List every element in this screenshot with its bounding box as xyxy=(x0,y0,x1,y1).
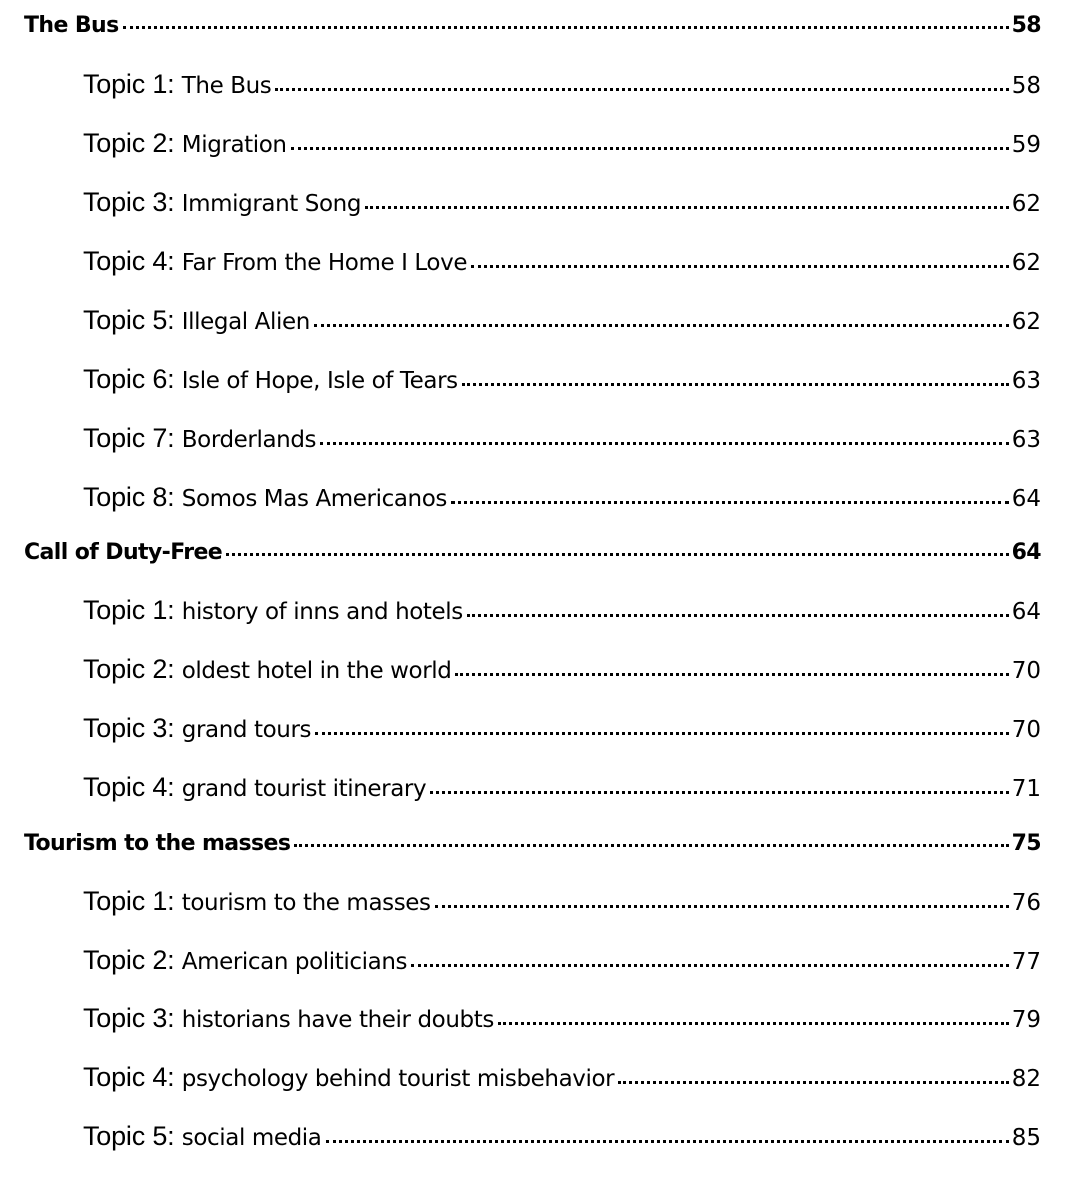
dot-leader xyxy=(365,195,1009,211)
topic-number: Topic 2 xyxy=(83,945,168,975)
toc-topic-entry[interactable] xyxy=(83,886,1041,917)
dot-leader xyxy=(462,372,1009,388)
page-number: 64 xyxy=(1011,486,1041,512)
topic-colon: : xyxy=(167,772,182,802)
toc-topic-entry[interactable] xyxy=(83,654,1041,685)
page-number: 62 xyxy=(1011,191,1041,217)
topic-title: Somos Mas Americanos xyxy=(181,486,447,512)
topic-number: Topic 3 xyxy=(83,1003,168,1033)
topic-colon: : xyxy=(167,305,182,335)
page-number: 63 xyxy=(1011,427,1041,453)
topic-number: Topic 3 xyxy=(83,713,168,743)
dot-leader xyxy=(226,537,1008,559)
topic-title: Illegal Alien xyxy=(181,309,310,335)
topic-number: Topic 4 xyxy=(83,772,168,802)
toc-topic-entry[interactable] xyxy=(83,187,1041,218)
topic-title: American politicians xyxy=(181,949,408,975)
topic-number: Topic 3 xyxy=(83,187,168,217)
topic-title: oldest hotel in the world xyxy=(181,658,452,684)
toc-topic-entry[interactable] xyxy=(83,1062,1041,1093)
dot-leader xyxy=(467,603,1009,619)
toc-section-entry[interactable] xyxy=(24,828,1041,856)
dot-leader xyxy=(411,953,1009,969)
topic-title: history of inns and hotels xyxy=(181,599,463,625)
topic-colon: : xyxy=(167,1121,182,1151)
topic-colon: : xyxy=(167,246,182,276)
topic-number: Topic 2 xyxy=(83,654,168,684)
dot-leader xyxy=(618,1070,1009,1086)
page-number: 75 xyxy=(1011,831,1041,856)
topic-title: grand tourist itinerary xyxy=(181,776,427,802)
dot-leader xyxy=(326,1129,1009,1145)
toc-topic-entry[interactable] xyxy=(83,128,1041,159)
dot-leader xyxy=(275,77,1008,93)
dot-leader xyxy=(294,828,1008,850)
page-number: 62 xyxy=(1011,309,1041,335)
toc-topic-entry[interactable] xyxy=(83,945,1041,976)
topic-title: psychology behind tourist misbehavior xyxy=(181,1066,615,1092)
toc-topic-entry[interactable] xyxy=(83,1003,1041,1034)
topic-title: historians have their doubts xyxy=(181,1007,494,1033)
topic-colon: : xyxy=(167,713,182,743)
section-title: Call of Duty-Free xyxy=(24,540,223,565)
topic-title: tourism to the masses xyxy=(181,890,431,916)
topic-number: Topic 2 xyxy=(83,128,168,158)
page-number: 59 xyxy=(1011,132,1041,158)
dot-leader xyxy=(291,136,1009,152)
topic-colon: : xyxy=(167,69,182,99)
page-number: 62 xyxy=(1011,250,1041,276)
page-number: 58 xyxy=(1011,13,1041,38)
toc-topic-entry[interactable] xyxy=(83,423,1041,454)
topic-number: Topic 5 xyxy=(83,1121,168,1151)
topic-title: social media xyxy=(181,1125,322,1151)
topic-number: Topic 1 xyxy=(83,69,168,99)
topic-colon: : xyxy=(167,945,182,975)
page-number: 82 xyxy=(1011,1066,1041,1092)
topic-title: Borderlands xyxy=(181,427,317,453)
dot-leader xyxy=(471,254,1009,270)
page-number: 79 xyxy=(1011,1007,1041,1033)
topic-number: Topic 6 xyxy=(83,364,168,394)
dot-leader xyxy=(123,10,1009,32)
topic-title: Migration xyxy=(181,132,287,158)
dot-leader xyxy=(320,431,1009,447)
dot-leader xyxy=(315,721,1009,737)
topic-number: Topic 4 xyxy=(83,246,168,276)
toc-topic-entry[interactable] xyxy=(83,772,1041,803)
page-number: 64 xyxy=(1011,540,1041,565)
toc-topic-entry[interactable] xyxy=(83,246,1041,277)
dot-leader xyxy=(451,490,1009,506)
topic-number: Topic 5 xyxy=(83,305,168,335)
topic-number: Topic 7 xyxy=(83,423,168,453)
topic-colon: : xyxy=(167,1003,182,1033)
topic-title: Immigrant Song xyxy=(181,191,362,217)
toc-topic-entry[interactable] xyxy=(83,482,1041,513)
page-number: 71 xyxy=(1011,776,1041,802)
topic-colon: : xyxy=(167,1062,182,1092)
toc-topic-entry[interactable] xyxy=(83,364,1041,395)
toc-topic-entry[interactable] xyxy=(83,305,1041,336)
dot-leader xyxy=(435,894,1009,910)
page-number: 76 xyxy=(1011,890,1041,916)
topic-title: Far From the Home I Love xyxy=(181,250,468,276)
toc-topic-entry[interactable] xyxy=(83,69,1041,100)
topic-number: Topic 1 xyxy=(83,595,168,625)
toc-section-entry[interactable] xyxy=(24,10,1041,38)
section-title: The Bus xyxy=(24,13,119,38)
section-title: Tourism to the masses xyxy=(24,831,291,856)
topic-colon: : xyxy=(167,482,182,512)
topic-number: Topic 8 xyxy=(83,482,168,512)
dot-leader xyxy=(455,662,1008,678)
dot-leader xyxy=(314,313,1009,329)
topic-colon: : xyxy=(167,128,182,158)
page-number: 85 xyxy=(1011,1125,1041,1151)
toc-topic-entry[interactable] xyxy=(83,595,1041,626)
toc-topic-entry[interactable] xyxy=(83,713,1041,744)
page-number: 77 xyxy=(1011,949,1041,975)
toc-topic-entry[interactable] xyxy=(83,1121,1041,1152)
topic-colon: : xyxy=(167,886,182,916)
page-number: 58 xyxy=(1011,73,1041,99)
dot-leader xyxy=(430,780,1009,796)
topic-colon: : xyxy=(167,595,182,625)
page-number: 70 xyxy=(1011,717,1041,743)
topic-number: Topic 1 xyxy=(83,886,168,916)
topic-title: grand tours xyxy=(181,717,312,743)
topic-colon: : xyxy=(167,423,182,453)
topic-colon: : xyxy=(167,364,182,394)
topic-colon: : xyxy=(167,654,182,684)
page-number: 63 xyxy=(1011,368,1041,394)
topic-title: The Bus xyxy=(181,73,272,99)
topic-title: Isle of Hope, Isle of Tears xyxy=(181,368,458,394)
topic-number: Topic 4 xyxy=(83,1062,168,1092)
page-number: 64 xyxy=(1011,599,1041,625)
dot-leader xyxy=(498,1011,1009,1027)
topic-colon: : xyxy=(167,187,182,217)
toc-section-entry[interactable] xyxy=(24,537,1041,565)
page-number: 70 xyxy=(1011,658,1041,684)
